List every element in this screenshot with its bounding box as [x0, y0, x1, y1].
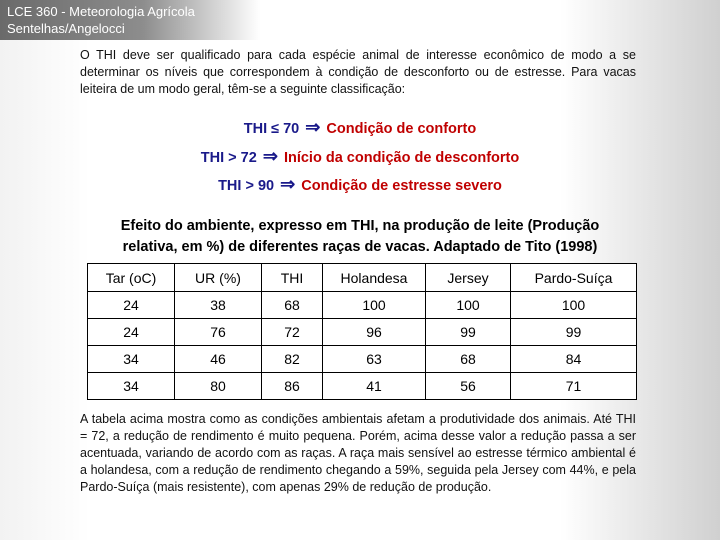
condition-threshold: THI ≤ 70	[243, 121, 300, 137]
table-cell: 41	[323, 373, 426, 400]
table-cell: 46	[175, 346, 262, 373]
implies-arrow-icon: ⇒	[305, 117, 321, 137]
authors: Sentelhas/Angelocci	[7, 21, 125, 36]
table-header-row	[88, 264, 637, 292]
table-cell: 34	[88, 373, 175, 400]
table-cell: 86	[262, 373, 323, 400]
table-cell: 100	[323, 292, 426, 319]
table-cell: 68	[426, 346, 511, 373]
table-cell: 96	[323, 319, 426, 346]
table-cell: 24	[88, 319, 175, 346]
table-cell: 71	[511, 373, 637, 400]
condition-threshold: THI > 90	[218, 178, 275, 194]
table-row	[88, 346, 637, 373]
header-holandesa: Holandesa	[323, 264, 426, 292]
caption-line-2: relativa, em %) de diferentes raças de vacas. Adaptado de Tito (1998)	[122, 239, 598, 255]
condition-label: Condição de estresse severo	[301, 178, 502, 194]
header-tar: Tar (oC)	[88, 264, 175, 292]
header-ur: UR (%)	[175, 264, 262, 292]
table-cell: 100	[511, 292, 637, 319]
table-cell: 34	[88, 346, 175, 373]
table-cell: 99	[511, 319, 637, 346]
table-cell: 99	[426, 319, 511, 346]
table-cell: 72	[262, 319, 323, 346]
course-title: LCE 360 - Meteorologia Agrícola	[7, 4, 195, 19]
table-cell: 82	[262, 346, 323, 373]
header-jersey: Jersey	[426, 264, 511, 292]
table-cell: 38	[175, 292, 262, 319]
header-pardo-suica: Pardo-Suíça	[511, 264, 637, 292]
implies-arrow-icon: ⇒	[280, 174, 296, 194]
table-caption	[80, 216, 640, 258]
condition-comfort	[0, 117, 720, 138]
table-cell: 56	[426, 373, 511, 400]
table-cell: 76	[175, 319, 262, 346]
table-cell: 63	[323, 346, 426, 373]
condition-severe-stress	[0, 174, 720, 195]
caption-line-1: Efeito do ambiente, expresso em THI, na produção de leite (Produção	[120, 218, 600, 234]
table-row	[88, 373, 637, 400]
table-row	[88, 319, 637, 346]
milk-production-table	[87, 263, 637, 400]
table-cell: 100	[426, 292, 511, 319]
table-row	[88, 292, 637, 319]
header-thi: THI	[262, 264, 323, 292]
intro-paragraph: O THI deve ser qualificado para cada espécie animal de interesse econômico de modo a se determinar os níveis que correspondem à condição de desconforto ou de estresse. Para vacas leiteira de um modo geral, têm-se a seguinte classificação:	[80, 48, 636, 96]
condition-threshold: THI > 72	[200, 150, 257, 166]
table-cell: 84	[511, 346, 637, 373]
table-cell: 24	[88, 292, 175, 319]
table-cell: 68	[262, 292, 323, 319]
condition-discomfort	[0, 146, 720, 167]
condition-label: Início da condição de desconforto	[283, 150, 520, 166]
implies-arrow-icon: ⇒	[262, 146, 278, 166]
conclusion-paragraph: A tabela acima mostra como as condições ambientais afetam a produtividade dos animais. Até THI = 72, a redução de rendimento é muito pequena. Porém, acima desse valor a redução passa a ser acentuada, variando de acordo com as raças. A raça mais sensível ao estresse térmico ambiental é a holandesa, com a redução de rendimento chegando a 59%, seguida pela Jersey com 44%, e pela Pardo-Suíça (mais resistente), com apenas 29% de redução de produção.	[80, 412, 636, 494]
slide-header	[0, 0, 260, 40]
table-cell: 80	[175, 373, 262, 400]
condition-label: Condição de conforto	[326, 121, 477, 137]
